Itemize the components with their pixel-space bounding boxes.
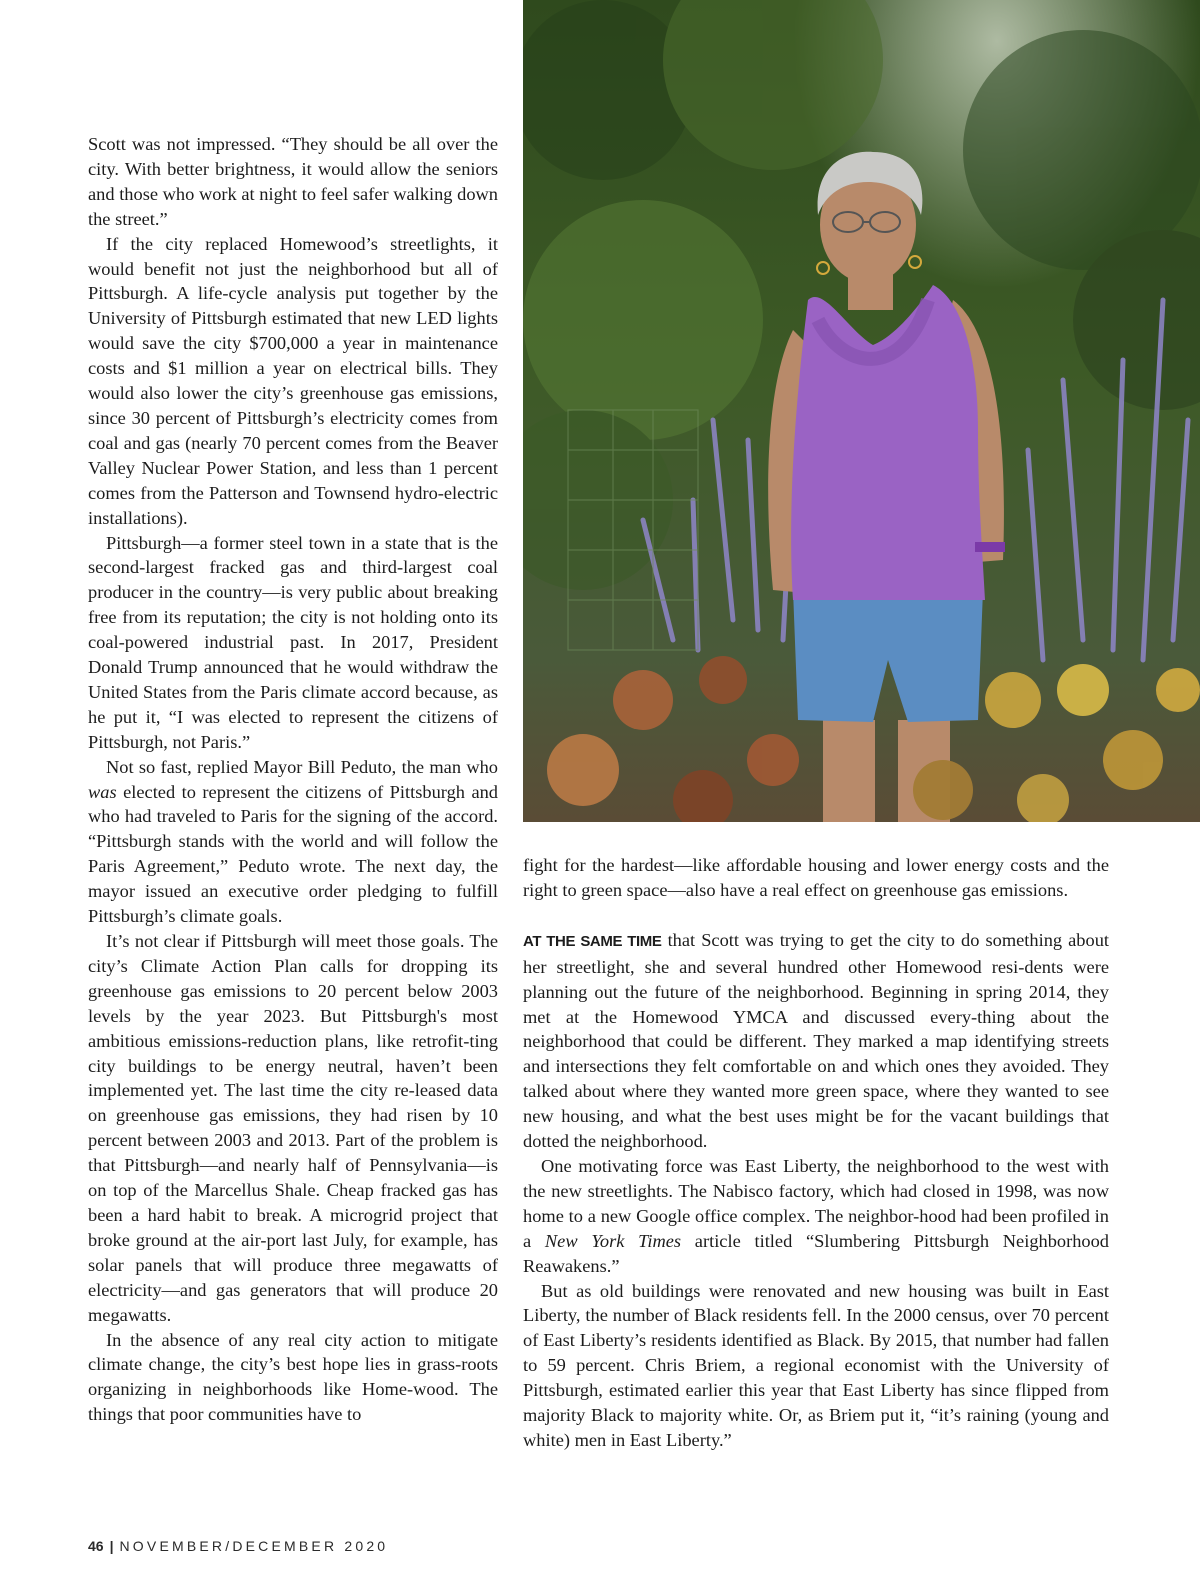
page-footer [88, 1538, 388, 1554]
paragraph: fight for the hardest—like affordable housing and lower energy costs and the right to green space—also have a real effect on greenhouse gas emissions. [523, 855, 1109, 900]
paragraph [523, 1154, 1109, 1279]
emphasis-text: was [88, 781, 117, 802]
paragraph: Pittsburgh—a former steel town in a state that is the second-largest fracked gas and third-largest coal producer in the country—is very public about breaking free from its reputation; the city is not holding onto its coal-powered industrial past. In 2017, President Donald Trump announced that he would withdraw the United States from the Paris climate accord because, as he put it, “I was elected to represent the citizens of Pittsburgh, not Paris.” [88, 532, 498, 752]
issue-date: NOVEMBER/DECEMBER 2020 [119, 1538, 389, 1554]
paragraph: Scott was not impressed. “They should be all over the city. With better brightness, it would allow the seniors and those who work at night to feel safer walking down the street.” [88, 134, 498, 229]
folio-separator: | [109, 1538, 114, 1554]
text-run: Not so fast, replied Mayor Bill Peduto, the man who [106, 756, 498, 777]
left-text-column [88, 132, 498, 1427]
garden-portrait-image [523, 0, 1200, 822]
paragraph [88, 755, 498, 929]
text-run: article titled “Slumbering Pittsburgh Neighborhood Reawakens.” [523, 1230, 1109, 1276]
paragraph: If the city replaced Homewood’s streetlights, it would benefit not just the neighborhood but all of Pittsburgh. A life-cycle analysis put together by the University of Pittsburgh estimated that new LED lights would save the city $700,000 a year in maintenance costs and $1 million a year on electrical bills. They would also lower the city’s greenhouse gas emissions, since 30 percent of Pittsburgh’s electricity comes from coal and gas (nearly 70 percent comes from the Beaver Valley Nuclear Power Station, and less than 1 percent comes from the Patterson and Townsend hydro-electric installations). [88, 233, 498, 528]
section-lead-in: AT THE SAME TIME [523, 932, 662, 950]
paragraph: It’s not clear if Pittsburgh will meet those goals. The city’s Climate Action Plan calls for dropping its greenhouse gas emissions to 20 percent below 2003 levels by the year 2023. But Pittsburgh's most ambitious emissions-reduction plans, like retrofit-ting city buildings to be energy neutral, haven’t been implemented yet. The last time the city re-leased data on greenhouse gas emissions, they had risen by 10 percent between 2003 and 2013. Part of the problem is that Pittsburgh—and nearly half of Pennsylvania—is on top of the Marcellus Shale. Cheap fracked gas has been a hard habit to break. A microgrid project that broke ground at the air-port last July, for example, has solar panels that will produce three megawatts of electricity—and gas generators that will produce 20 megawatts. [88, 931, 498, 1325]
section-opening-paragraph [523, 928, 1109, 1154]
page-number: 46 [88, 1538, 104, 1554]
publication-title: New York Times [544, 1230, 682, 1251]
paragraph: In the absence of any real city action to mitigate climate change, the city’s best hope lies in grass-roots organizing in neighborhoods like Home-wood. The things that poor communities have to [88, 1329, 498, 1425]
text-run: that Scott was trying to get the city to do something about her streetlight, she and several hundred other Homewood resi-dents were planning out the future of the neighborhood. Beginning in spring 2014, they met at the Homewood YMCA and discussed every-thing about the neighborhood that could be different. They marked a map identifying streets and intersections they felt comfortable on and which ones they avoided. They talked about where they wanted more green space, where they wanted to see new housing, and what the best uses might be for the vacant buildings that dotted the neighborhood. [523, 929, 1109, 1152]
text-run: One motivating force was East Liberty, the neighborhood to the west with the new streetlights. The Nabisco factory, which had closed in 1998, was now home to a new Google office complex. The neighbor-hood had been profiled in a [523, 1155, 1109, 1251]
paragraph: But as old buildings were renovated and new housing was built in East Liberty, the number of Black residents fell. In the 2000 census, over 70 percent of East Liberty’s residents identified as Black. By 2015, that number had fallen to 59 percent. Chris Briem, a regional economist with the University of Pittsburgh, estimated earlier this year that East Liberty has since flipped from majority Black to majority white. Or, as Briem put it, “it’s raining (young and white) men in East Liberty.” [523, 1280, 1109, 1450]
portrait-photo [523, 0, 1200, 822]
text-run: elected to represent the citizens of Pittsburgh and who had traveled to Paris for the signing of the accord. “Pittsburgh stands with the world and will follow the Paris Agreement,” Peduto wrote. The next day, the mayor issued an executive order pledging to fulfill Pittsburgh’s climate goals. [88, 781, 498, 927]
right-text-column [523, 853, 1109, 1453]
